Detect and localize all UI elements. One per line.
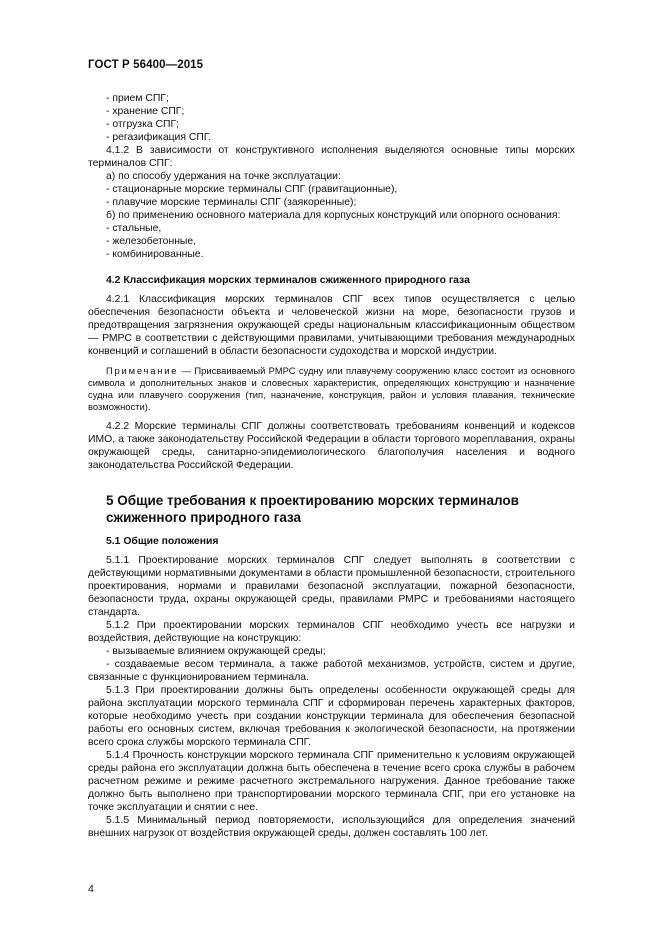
list-item: - стационарные морские терминалы СПГ (гравитационные), [106, 184, 398, 195]
sublist-label-a: а) по способу удержания на точке эксплуатации: [106, 171, 341, 182]
document-body [88, 92, 575, 840]
list-item: - железобетонные, [106, 236, 197, 247]
list-item: - отгрузка СПГ; [106, 119, 179, 130]
list-item: - вызываемые влиянием окружающей среды; [106, 646, 326, 657]
paragraph-4-1-2: 4.1.2 В зависимости от конструктивного исполнения выделяются основные типы морских терминалов СПГ: [88, 145, 575, 169]
document-header: ГОСТ Р 56400—2015 [88, 59, 204, 71]
section-heading-5-1: 5.1 Общие положения [106, 536, 219, 547]
paragraph-4-2-1: 4.2.1 Классификация морских терминалов СПГ всех типов осуществляется с целью обеспечения безопасности объекта и человеческой жизни на море, безопасности грузов и предотвращения загрязнения окружающей среды национальным классификационным обществом — РМРС в соответствии с действующими правилами, учитывающими требования международных конвенций и соглашений в области безопасности судоходства и морской индустрии. [88, 294, 575, 357]
paragraph-5-1-2: 5.1.2 При проектировании морских терминалов СПГ необходимо учесть все нагрузки и воздействия, действующие на конструкцию: [88, 620, 575, 644]
note-label: Примечание [106, 365, 179, 376]
list-item: - хранение СПГ; [106, 106, 185, 117]
paragraph-5-1-3: 5.1.3 При проектировании должны быть определены особенности окружающей среды для района эксплуатации морского терминала СПГ и сформирован перечень характерных факторов, которые необходимо учесть при создании конструкции терминала для обеспечения безопасной работы его основных систем, включая требования к экологической безопасности, на протяжении всего срока службы морского терминала СПГ. [88, 685, 575, 748]
list-item: - комбинированные. [106, 249, 204, 260]
paragraph-5-1-1: 5.1.1 Проектирование морских терминалов СПГ следует выполнять в соответствии с действующими нормативными документами в области промышленной безопасности, строительного проектирования, нормами и правилами безопасной эксплуатации, пожарной безопасности, безопасности труда, охраны окружающей среды, правилами РМРС и требованиями настоящего стандарта. [88, 555, 575, 618]
list-item: - плавучие морские терминалы СПГ (заякоренные); [106, 197, 357, 208]
sublist-label-b: б) по применению основного материала для корпусных конструкций или опорного основания: [106, 210, 561, 221]
page-number: 4 [88, 883, 94, 895]
note [88, 365, 575, 413]
list-item: - создаваемые весом терминала, а также работой механизмов, устройств, систем и другие, связанные с функционированием терминала. [88, 659, 575, 683]
note-text: — Присваиваемый РМРС судну или плавучему сооружению класс состоит из основного символа и дополнительных знаков и словесных характеристик, определяющих конструкцию и назначение судна или плавучего сооружения (тип, назначение, конструкция, район и условия плавания, технические возможности). [88, 365, 575, 412]
paragraph-4-2-2: 4.2.2 Морские терминалы СПГ должны соответствовать требованиям конвенций и кодексов ИМО, а также законодательству Российской Федерации в области торгового мореплавания, охраны окружающей среды, санитарно-эпидемиологического благополучия населения и водного законодательства Российской Федерации. [88, 421, 575, 471]
list-item: - прием СПГ; [106, 93, 169, 104]
paragraph-5-1-4: 5.1.4 Прочность конструкции морского терминала СПГ применительно к условиям окружающей среды района его эксплуатации должна быть обеспечена в течение всего срока службы в рабочем расчетном режиме и режиме расчетного экстремального нагружения. Данное требование также должно быть выполнено при транспортировании морского терминала СПГ, при его установке на точке эксплуатации и снятии с нее. [88, 750, 575, 813]
list-item: - стальные, [106, 223, 162, 234]
section-heading-5: 5 Общие требования к проектированию морских терминалов сжиженного природного газа [106, 493, 519, 525]
paragraph-5-1-5: 5.1.5 Минимальный период повторяемости, использующийся для определения значений внешних нагрузок от воздействия окружающей среды, должен составлять 100 лет. [88, 815, 575, 839]
list-item: - регазификация СПГ. [106, 132, 212, 143]
section-heading-4-2: 4.2 Классификация морских терминалов сжиженного природного газа [106, 275, 470, 286]
